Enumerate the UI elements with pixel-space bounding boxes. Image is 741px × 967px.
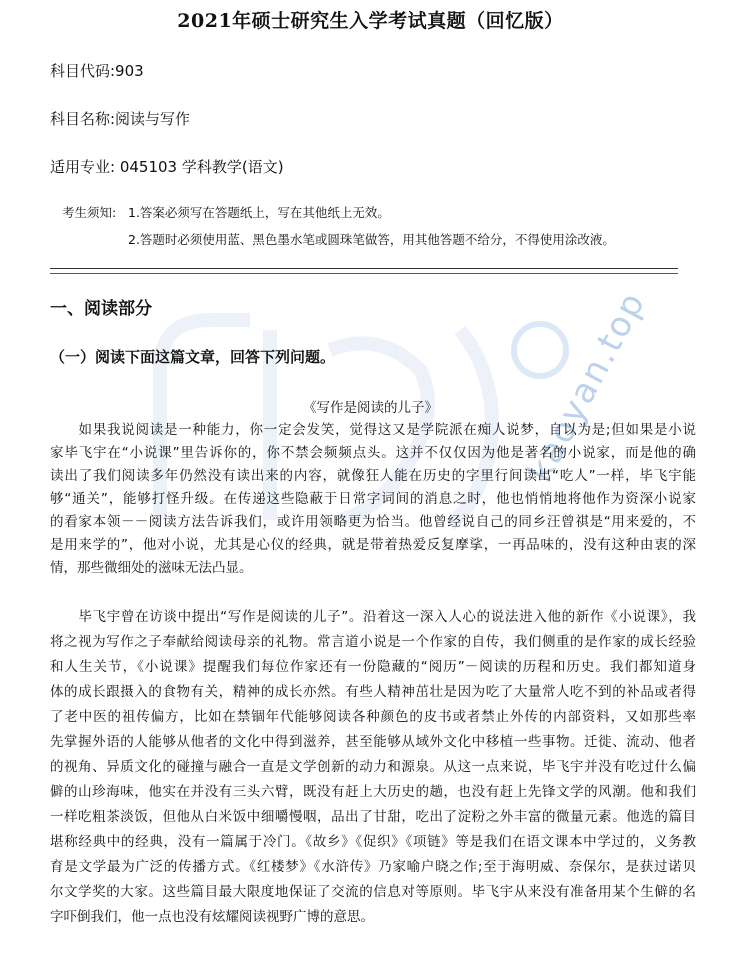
paragraph-1-line: 够“通关”，能够打怪升级。在传递这些隐蔽于日常字词间的消息之时，他也悄悄地将他作为资深小说家 [50, 491, 696, 507]
paragraph-2-line: 先掌握外语的人能够从他者的文化中得到滋养，甚至能够从域外文化中移植一些事物。迁徙、流动、他者 [50, 734, 696, 750]
paragraph-2-line: 堪称经典中的经典，没有一篇属于冷门。《故乡》《促织》《项链》等是我们在语文课本中学过的，义务教 [50, 834, 696, 850]
notice-item-1: 1.答案必须写在答题纸上，写在其他纸上无效。 [128, 205, 390, 220]
paragraph-1-line: 家毕飞宇在“小说课”里告诉你的，你不禁会频频点头。这并不仅仅因为他是著名的小说家，而是他的确 [50, 445, 696, 461]
subject-name: 科目名称:阅读与写作 [50, 110, 191, 128]
divider-thin [50, 273, 678, 274]
paragraph-2-line: 将之视为写作之子奉献给阅读母亲的礼物。常言道小说是一个作家的自传，我们侧重的是作家的成长经验 [50, 634, 696, 650]
watermark-text: kaoyan.top [520, 284, 654, 489]
article-title: 《写作是阅读的儿子》 [303, 400, 438, 416]
notice-label: 考生须知: [62, 205, 117, 220]
paragraph-2-line: 和人生关节，《小说课》提醒我们每位作家还有一份隐藏的“阅历”－阅读的历程和历史。我们都知道身 [50, 659, 696, 675]
paragraph-2-line: 僻的山珍海味，他实在并没有三头六臂，既没有赶上大历史的趟，也没有赶上先锋文学的风潮。他和我们 [50, 784, 696, 800]
subject-code: 科目代码:903 [50, 62, 144, 80]
notice-line-2 [62, 230, 615, 248]
paragraph-2-line: 了老中医的祖传偏方，比如在禁锢年代能够阅读各种颜色的皮书或者禁止外传的内部资料，又如那些率 [50, 709, 696, 725]
paragraph-2-line: 体的成长跟摄入的食物有关，精神的成长亦然。有些人精神茁壮是因为吃了大量常人吃不到的补品或者得 [50, 684, 696, 700]
paragraph-1-line: 是用来学的”，他对小说，尤其是心仪的经典，就是带着热爱反复摩挲，一再品味的，没有这种由衷的深 [50, 537, 696, 553]
divider-thick [50, 268, 678, 269]
exam-title: 2021年硕士研究生入学考试真题（回忆版） [177, 10, 564, 32]
notice-line-1 [62, 203, 390, 221]
paragraph-2-line: 一样吃粗茶淡饭，但他从白米饭中细嚼慢咽，品出了甘甜，吃出了淀粉之外丰富的微量元素。他选的篇目 [50, 809, 696, 825]
paragraph-2-line: 字吓倒我们，他一点也没有炫耀阅读视野广博的意思。 [50, 909, 374, 925]
paragraph-1-line: 的看家本领－－阅读方法告诉我们，或许用领略更为恰当。他曾经说自己的同乡汪曾祺是“用来爱的，不 [50, 514, 696, 530]
paragraph-1-line: 读出了我们阅读多年仍然没有读出来的内容，就像狂人能在历史的字里行间读出“吃人”一样，毕飞宇能 [50, 468, 696, 484]
paragraph-2-line: 的视角、异质文化的碰撞与融合一直是文学创新的动力和源泉。从这一点来说，毕飞宇并没有吃过什么偏 [50, 759, 696, 775]
notice-item-2: 2.答题时必须使用蓝、黑色墨水笔或圆珠笔做答，用其他答题不给分，不得使用涂改液。 [128, 232, 615, 247]
subsection-title: （一）阅读下面这篇文章，回答下列问题。 [50, 348, 336, 366]
section-title: 一、阅读部分 [50, 299, 152, 319]
paragraph-2-line: 育是文学最为广泛的传播方式。《红楼梦》《水浒传》乃家喻户晓之作;至于海明威、奈保尔，是获过诺贝 [50, 859, 696, 875]
paragraph-2-line: 尔文学奖的大家。这些篇目最大限度地保证了交流的信息对等原则。毕飞宇从来没有准备用某个生僻的名 [50, 884, 696, 900]
paragraph-2-line: 毕飞宇曾在访谈中提出“写作是阅读的儿子”。沿着这一深入人心的说法进入他的新作《小说课》，我 [50, 609, 696, 625]
paragraph-1-line: 情，那些微细处的滋味无法凸显。 [50, 560, 253, 576]
applicable-major: 适用专业: 045103 学科教学(语文) [50, 158, 284, 176]
paragraph-1-line: 如果我说阅读是一种能力，你一定会发笑，觉得这又是学院派在痴人说梦，自以为是;但如果是小说 [50, 422, 696, 438]
